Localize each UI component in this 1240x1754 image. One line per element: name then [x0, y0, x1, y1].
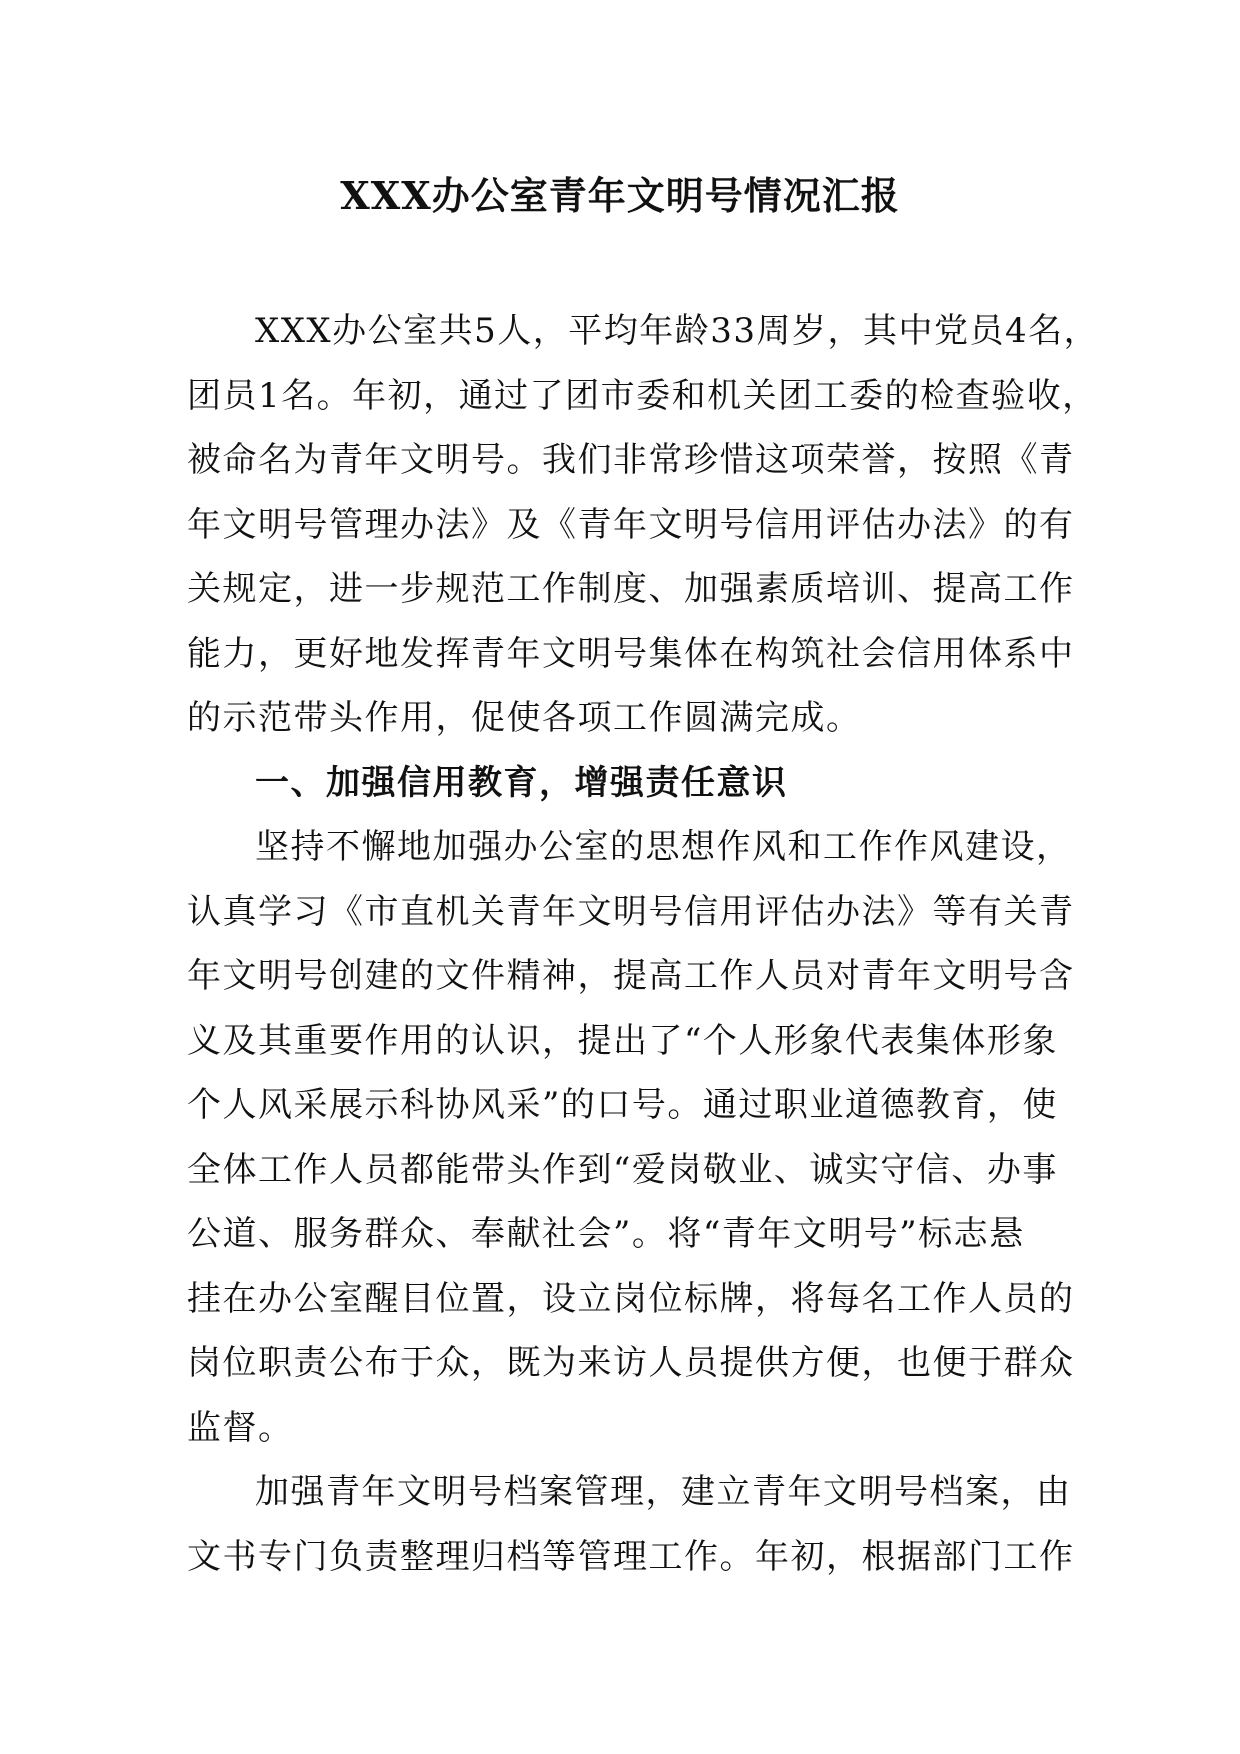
- paragraph-line: 加强青年文明号档案管理，建立青年文明号档案，由: [255, 1472, 1072, 1512]
- document-body: [187, 299, 1100, 1589]
- paragraph-line: 的示范带头作用，促使各项工作圆满完成。: [187, 698, 862, 738]
- paragraph-line: 坚持不懈地加强办公室的思想作风和工作作风建设，: [255, 827, 1072, 867]
- paragraph-line: 监督。: [187, 1407, 294, 1448]
- section-heading: 一、加强信用教育，增强责任意识: [255, 762, 788, 803]
- paragraph-line: 团员1名。年初，通过了团市委和机关团工委的检查验收，: [187, 375, 1098, 416]
- paragraph-line: 年文明号创建的文件精神，提高工作人员对青年文明号含: [187, 956, 1075, 996]
- paragraph-line: 关规定，进一步规范工作制度、加强素质培训、提高工作: [187, 569, 1075, 609]
- paragraph-line: 文书专门负责整理归档等管理工作。年初，根据部门工作: [187, 1536, 1075, 1577]
- paragraph-line: 义及其重要作用的认识，提出了“个人形象代表集体形象: [187, 1020, 1058, 1061]
- paragraph-line: XXX办公室共5人，平均年龄33周岁，其中党员4名，: [255, 311, 1100, 351]
- paragraph-line: 认真学习《市直机关青年文明号信用评估办法》等有关青: [187, 891, 1075, 932]
- paragraph-line: 公道、服务群众、奉献社会”。将“青年文明号”标志悬: [187, 1214, 1025, 1254]
- paragraph-line: 岗位职责公布于众，既为来访人员提供方便，也便于群众: [187, 1343, 1075, 1383]
- paragraph-line: 全体工作人员都能带头作到“爱岗敬业、诚实守信、办事: [187, 1149, 1058, 1190]
- paragraph-line: 个人风采展示科协风采”的口号。通过职业道德教育，使: [187, 1085, 1058, 1125]
- paragraph-line: 挂在办公室醒目位置，设立岗位标牌，将每名工作人员的: [187, 1278, 1075, 1319]
- paragraph-line: 年文明号管理办法》及《青年文明号信用评估办法》的有: [187, 504, 1075, 545]
- document-title: XXX办公室青年文明号情况汇报: [340, 173, 900, 218]
- paragraph-line: 能力，更好地发挥青年文明号集体在构筑社会信用体系中: [187, 633, 1075, 674]
- paragraph-line: 被命名为青年文明号。我们非常珍惜这项荣誉，按照《青: [187, 440, 1075, 480]
